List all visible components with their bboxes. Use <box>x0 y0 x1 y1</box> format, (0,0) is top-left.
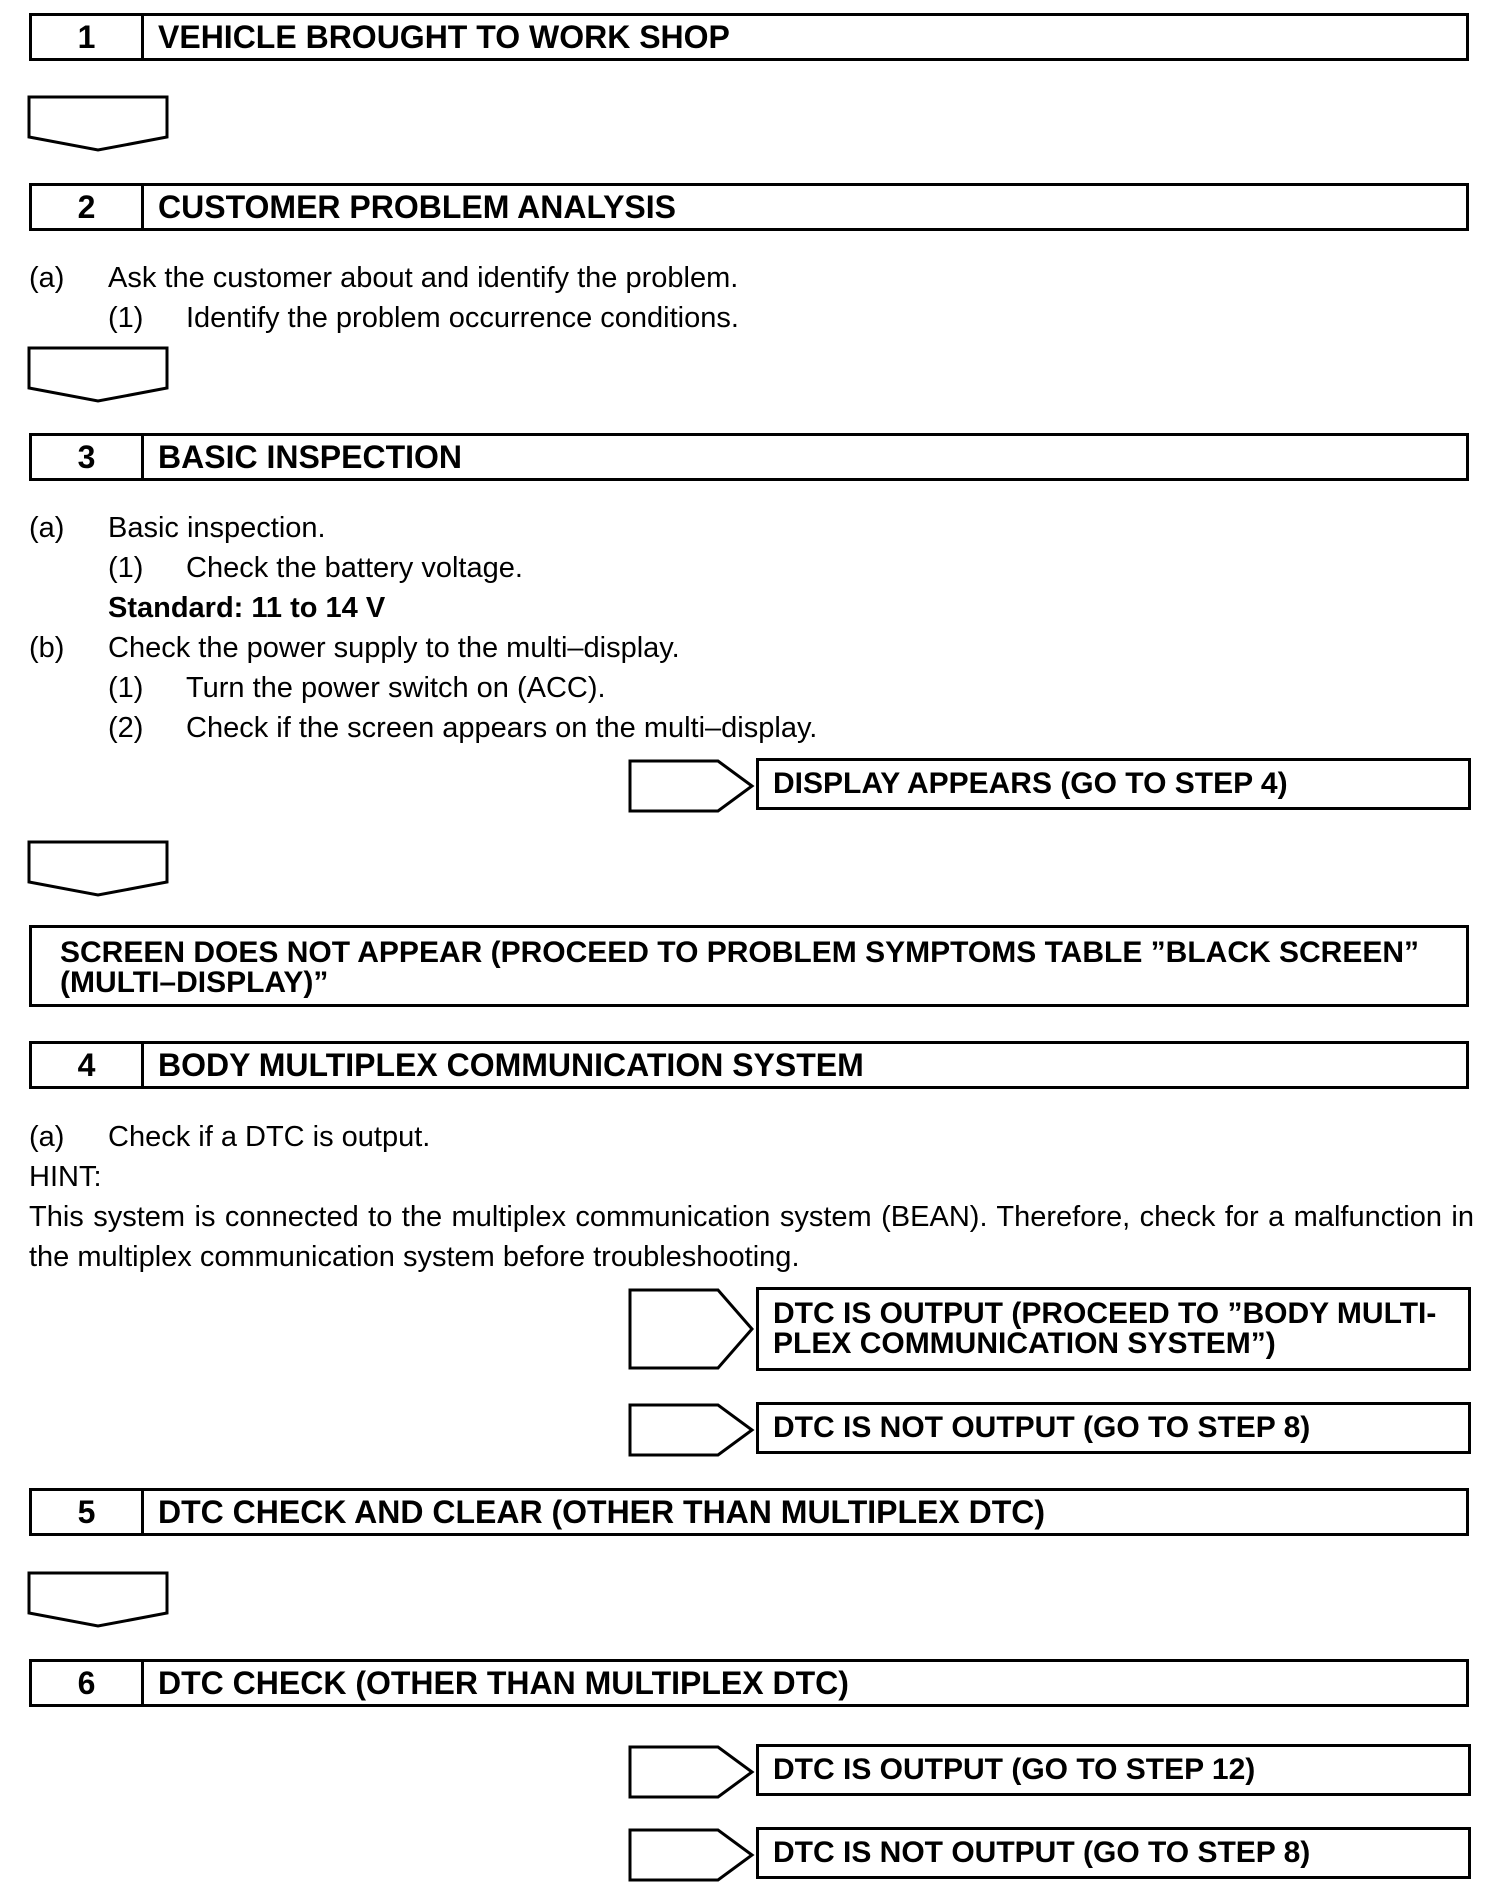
right-arrow-icon <box>628 1744 756 1800</box>
subitem-label: (2) <box>108 712 144 744</box>
subitem-label: (1) <box>108 672 144 704</box>
result-box <box>756 1402 1471 1454</box>
hint-text: This system is connected to the multiplex communication system (BEAN). Therefore, check for a malfunction in the multiplex communication system before troubleshooting. <box>29 1201 1474 1273</box>
result-text-line: SCREEN DOES NOT APPEAR (PROCEED TO PROBLEM SYMPTOMS TABLE ”BLACK SCREEN” <box>60 936 1420 969</box>
item-text: Ask the customer about and identify the problem. <box>108 262 739 294</box>
item-label: (b) <box>29 632 65 664</box>
right-arrow-icon <box>628 758 756 814</box>
result-text-line: PLEX COMMUNICATION SYSTEM”) <box>773 1327 1276 1360</box>
right-arrow-icon <box>628 1402 756 1458</box>
step-2-header <box>29 183 1469 231</box>
down-arrow-icon <box>27 840 169 900</box>
result-text: DTC IS NOT OUTPUT (GO TO STEP 8) <box>773 1411 1311 1444</box>
down-arrow-icon <box>27 1571 169 1631</box>
step-number: 5 <box>32 1491 144 1533</box>
step-number: 6 <box>32 1662 144 1704</box>
step-title: DTC CHECK AND CLEAR (OTHER THAN MULTIPLEX DTC) <box>158 1493 1046 1530</box>
item-text: Basic inspection. <box>108 512 326 544</box>
subitem-text: Turn the power switch on (ACC). <box>186 672 606 704</box>
step-4-header <box>29 1041 1469 1089</box>
down-arrow-icon <box>27 346 169 406</box>
step-5-header <box>29 1488 1469 1536</box>
step-title: DTC CHECK (OTHER THAN MULTIPLEX DTC) <box>158 1664 849 1701</box>
step-number: 3 <box>32 436 144 478</box>
item-label: (a) <box>29 262 65 294</box>
result-box-screen-not-appear <box>29 925 1469 1007</box>
result-box <box>756 758 1471 810</box>
subitem-label: (1) <box>108 552 144 584</box>
subitem-text: Identify the problem occurrence conditions. <box>186 302 739 334</box>
right-arrow-icon <box>628 1287 756 1371</box>
step-number: 1 <box>32 16 144 58</box>
down-arrow-icon <box>27 95 169 155</box>
item-text: Check the power supply to the multi–display. <box>108 632 680 664</box>
result-text-line: (MULTI–DISPLAY)” <box>60 966 329 999</box>
subitem-label: (1) <box>108 302 144 334</box>
hint-label: HINT: <box>29 1161 102 1193</box>
result-text: DTC IS OUTPUT (GO TO STEP 12) <box>773 1753 1256 1786</box>
result-box <box>756 1827 1471 1879</box>
step-number: 2 <box>32 186 144 228</box>
step-title: CUSTOMER PROBLEM ANALYSIS <box>158 188 676 225</box>
result-box <box>756 1287 1471 1371</box>
result-box <box>756 1744 1471 1796</box>
step-1-header <box>29 13 1469 61</box>
result-text: DISPLAY APPEARS (GO TO STEP 4) <box>773 767 1288 800</box>
item-text: Check if a DTC is output. <box>108 1121 431 1153</box>
result-text: DTC IS NOT OUTPUT (GO TO STEP 8) <box>773 1836 1311 1869</box>
item-label: (a) <box>29 1121 65 1153</box>
right-arrow-icon <box>628 1827 756 1883</box>
step-3-header <box>29 433 1469 481</box>
item-label: (a) <box>29 512 65 544</box>
step-6-header <box>29 1659 1469 1707</box>
step-title: BASIC INSPECTION <box>158 438 463 475</box>
subitem-text: Check if the screen appears on the multi–display. <box>186 712 818 744</box>
result-text-line: DTC IS OUTPUT (PROCEED TO ”BODY MULTI- <box>773 1297 1437 1330</box>
step-title: VEHICLE BROUGHT TO WORK SHOP <box>158 18 730 55</box>
standard-value: Standard: 11 to 14 V <box>108 592 386 624</box>
subitem-text: Check the battery voltage. <box>186 552 523 584</box>
step-number: 4 <box>32 1044 144 1086</box>
step-title: BODY MULTIPLEX COMMUNICATION SYSTEM <box>158 1046 864 1083</box>
